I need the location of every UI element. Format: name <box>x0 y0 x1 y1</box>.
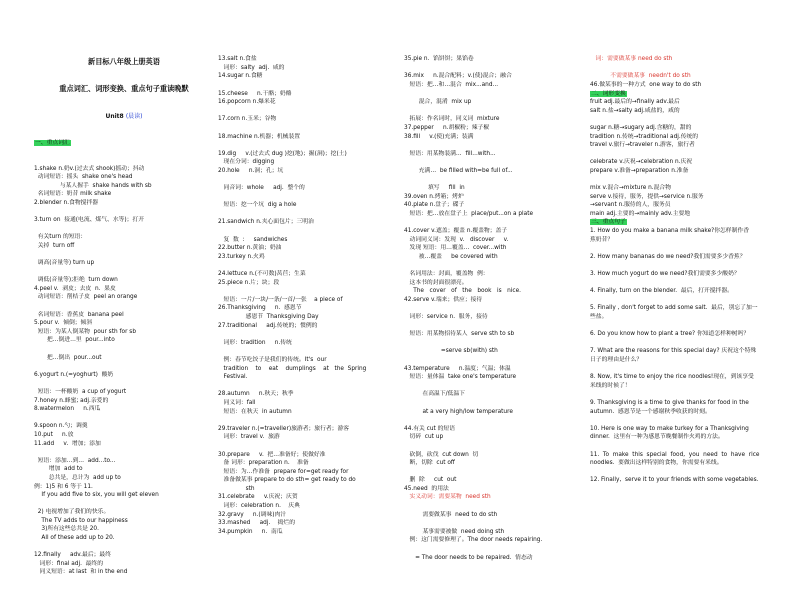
text-line <box>404 90 584 99</box>
text-line: 8.watermelon n.西瓜 <box>34 406 101 413</box>
text-line: 24.lettuce n.(不可数)莴苣；生菜 <box>218 271 306 278</box>
text-line <box>590 442 775 451</box>
text-line: 同义词：fall <box>218 399 256 406</box>
text-line: dinner. 这里有一种为感恩节晚餐制作火鸡的方法。 <box>590 434 724 441</box>
text-line: 调高(音量等) turn up <box>34 260 95 267</box>
text-line: sth <box>218 485 255 492</box>
column-4 <box>590 38 775 558</box>
text-line: 些盐。 <box>590 314 608 320</box>
text-line: 5.pour v. 倾倒；倾斜 <box>34 320 93 327</box>
text-line <box>218 416 398 425</box>
text-line: 例：这门需要修理了。The door needs repairing. <box>404 537 543 544</box>
text-line: 37.pepper n.胡椒粉；辣子椒 <box>404 124 490 131</box>
text-line: mix v.混合→mixture n.混合物 <box>590 185 672 192</box>
text-line: 14.sugar n.食糖 <box>218 73 263 80</box>
text-line: 填写 fill in <box>404 185 465 192</box>
text-line: If you add five to six, you will get eleven <box>34 492 159 499</box>
text-line: 同义短语：at last 和 in the end <box>34 569 128 576</box>
text-line: 词形：travel v. 旅游 <box>218 434 280 441</box>
text-line: 把…倒出 pour...out <box>34 354 102 361</box>
text-line <box>218 287 398 296</box>
text-line: 动词短语：削桔子皮 peel an orange <box>34 294 138 301</box>
text-line: 关掉 turn off <box>34 242 75 249</box>
text-line: 2. How many bananas do we need?我们需要多少香蕉？ <box>590 253 746 260</box>
text-line: 增加 add to <box>34 466 83 473</box>
text-line <box>34 500 214 509</box>
text-line: 30.prepare v. 把…准备好；使做好准 <box>218 451 326 458</box>
text-line: 短语：把…和…混合 mix...and... <box>404 81 499 88</box>
text-line: 有关turn 的短语： <box>34 234 87 241</box>
text-line: 29.traveler n.(=traveller)旅游者；旅行者；游客 <box>218 425 350 432</box>
unit-label: Unit8 <box>105 112 124 120</box>
text-line: main adj.主要的→mainly adv.主要地 <box>590 210 691 217</box>
text-line <box>404 158 584 167</box>
text-line <box>590 390 775 399</box>
text-line: 34.pumpkin n. 南瓜 <box>218 528 283 535</box>
text-line: 备 词形：preparation n. 准备 <box>218 460 309 467</box>
text-line <box>404 64 584 73</box>
text-line: 3. How much yogurt do we need?我们需要多少酸奶？ <box>590 271 740 278</box>
text-line: 切碎 cut up <box>404 434 444 441</box>
text-line: 短语：在秋天 in autumn <box>218 408 292 415</box>
text-line: 8. Now, it's time to enjoy the rice noodles!现在，到该享受 <box>590 374 754 381</box>
text-line <box>590 261 775 270</box>
text-line: 短语：为…作准备 prepare for=get ready for <box>218 468 349 475</box>
col1-lines <box>34 165 214 578</box>
text-line: 21.sandwich n.夹心面包片；三明治 <box>218 219 314 226</box>
text-line: 砍倒，砍伐 cut down 切 <box>404 451 479 458</box>
text-line <box>590 64 775 73</box>
text-line: 短语：用某物装满… fill...with... <box>404 150 496 157</box>
text-line <box>218 227 398 236</box>
text-line: 短语：一杯酸奶 a cup of yogurt <box>34 388 127 395</box>
unit-heading <box>34 112 214 122</box>
text-line: 3)所有这些总共是 20. <box>34 526 99 533</box>
text-line: fruit adj.最后的→finally adv.最后 <box>590 99 680 106</box>
text-line: 4. Finally, turn on the blender. 最后，打开搅拌器。 <box>590 288 733 295</box>
text-line: 26.Thanksgiving n. 感恩节 <box>218 305 302 312</box>
text-line <box>404 218 584 227</box>
text-line: 10. Here is one way to make turkey for a Thanksgiving <box>590 425 749 432</box>
col2-lines <box>218 55 398 536</box>
text-line <box>404 502 584 511</box>
text-line <box>590 176 775 185</box>
text-line: = The door needs to be repaired. 情态动 <box>404 554 533 561</box>
text-line: sugar n.糖→sugary adj.含糖的，甜的 <box>590 124 692 131</box>
text-line: 38.fill v.(使)充满；装满 <box>404 133 474 140</box>
text-line: 调低(音量等);拒绝 turn down <box>34 277 118 284</box>
text-line <box>590 90 775 99</box>
text-line: 名词用法：封面，覆盖物 例： <box>404 271 489 278</box>
text-line <box>404 442 584 451</box>
text-line <box>218 210 398 219</box>
text-line <box>34 379 214 388</box>
text-line <box>590 218 775 227</box>
text-line: 短语：用某物招待某人 serve sth to sb <box>404 331 515 338</box>
text-line: 短语：添加…到… add...to... <box>34 457 116 464</box>
text-line <box>218 193 398 202</box>
text-line <box>218 442 398 451</box>
text-line: 短语：把…放在盘子上 place/put...on a plate <box>404 210 534 217</box>
text-line: autumn. 感恩节是一个感谢秋季收获的时刻。 <box>590 408 711 415</box>
text-line: 1. How do you make a banana milk shake?你怎样制作香 <box>590 228 749 235</box>
text-line <box>404 107 584 116</box>
text-line: 43.temperature n.温度；气温；体温 <box>404 365 511 372</box>
text-line: 日子的理由是什么？ <box>590 356 643 363</box>
text-line <box>590 279 775 288</box>
text-line: 25.piece n.片；块；段 <box>218 279 280 286</box>
text-line <box>218 81 398 90</box>
text-line: 某事需要被做 need doing sth <box>404 528 505 535</box>
text-line: 13.salt n.食盐 <box>218 56 257 63</box>
text-line: 4.peel v. 剥皮；去皮 n. 果皮 <box>34 285 116 292</box>
text-line: 32.gravy n.(调味)肉汁 <box>218 511 287 518</box>
text-line: 感恩节 Thanksgiving Day <box>218 314 319 320</box>
text-line: 41.cover v.遮盖；覆盖 n.覆盖物；盖子 <box>404 228 508 235</box>
doc-title: 新目标八年级上册英语 <box>88 57 160 67</box>
text-line: 词形：final adj. 最终的 <box>34 560 104 567</box>
text-line: 12. Finally, serve it to your friends with some vegetables. <box>590 477 759 484</box>
text-line: The TV adds to our happiness <box>34 517 128 524</box>
text-line: 40.plate n.盘子；碟子 <box>404 202 465 209</box>
text-line <box>218 347 398 356</box>
text-line <box>34 268 214 277</box>
text-line: 31.celebrate v.庆祝；庆贺 <box>218 494 298 501</box>
text-line: 混合，混淆 mix up <box>404 99 472 106</box>
text-line: 6.yogurt n.(=yoghurt) 酸奶 <box>34 371 114 378</box>
text-line <box>404 382 584 391</box>
text-line: 27.traditional adj.传统的；惯例的 <box>218 322 318 329</box>
text-line <box>404 519 584 528</box>
text-line: 11.add v. 增加；添加 <box>34 440 101 447</box>
text-line <box>404 468 584 477</box>
text-line: 词形：service n. 服务，接待 <box>404 314 488 320</box>
text-line: 9. Thanksgiving is a time to give thanks for food in the <box>590 399 749 406</box>
text-line: 17.corn n.玉米；谷物 <box>218 116 277 123</box>
text-line <box>590 416 775 425</box>
text-line: 9.spoon n.勺；调羹 <box>34 423 88 430</box>
text-line <box>590 339 775 348</box>
text-line: 12.finally adv.最后；最终 <box>34 552 112 559</box>
text-line: 短语：一片/一块/一条/一首/一张 a piece of <box>218 296 343 303</box>
text-line: 发现 短语：用…覆盖… cover...with <box>404 245 507 252</box>
text-line: 词形：celebration n. 庆典 <box>218 503 300 510</box>
text-line <box>404 545 584 554</box>
unit-tag: (晨读) <box>125 112 143 120</box>
text-line: 20.hole n.洞；孔；坑 <box>218 167 284 174</box>
text-line: tradition to eat dumplings at the Spring <box>218 365 367 372</box>
text-line: =serve sb(with) sth <box>404 348 498 355</box>
text-line: 这本书的封面很漂亮。 <box>404 279 468 286</box>
text-line: noodles. 要做出这样特别的食物，你需要有米线。 <box>590 460 723 467</box>
text-line: 42.serve v.端来；供应；接待 <box>404 296 483 303</box>
text-line: 5. Finally , don't forget to add some salt. 最后，别忘了加一 <box>590 305 758 312</box>
text-line <box>218 382 398 391</box>
text-line: 名词短语：奶昔 milk shake <box>34 191 112 198</box>
text-line: 3.turn on 接通(电流、煤气、水等)；打开 <box>34 217 145 224</box>
text-line: 7.honey n.蜂蜜; adj.亲爱的 <box>34 397 109 404</box>
text-line: 蕉奶昔？ <box>590 236 614 243</box>
text-line: tradition n.传统→traditional adj.传统的 <box>590 133 699 140</box>
text-line <box>218 124 398 133</box>
text-line <box>590 296 775 305</box>
text-line <box>218 107 398 116</box>
col4-lines <box>590 55 775 485</box>
text-line: 39.oven n.烤箱；烤炉 <box>404 193 464 200</box>
text-line: 动词短语：摇头 shake one's head <box>34 174 133 181</box>
text-line <box>34 302 214 311</box>
text-line: 10.put n.放 <box>34 431 74 438</box>
text-line: 名词短语：香蕉皮 banana peel <box>34 311 124 318</box>
text-line <box>590 150 775 159</box>
text-line: 删 除 cut out <box>404 477 457 484</box>
text-line <box>218 261 398 270</box>
text-line: 同音词：whole adj. 整个的 <box>218 185 305 192</box>
text-line <box>590 115 775 124</box>
text-line: at a very high/low temperature <box>404 408 513 415</box>
text-line <box>34 208 214 217</box>
text-line: 充满… be filled with=be full of... <box>404 167 513 174</box>
text-line: 28.autumn n.秋天；秋季 <box>218 391 294 398</box>
text-line: 总共是，总计为 add up to <box>34 474 121 481</box>
text-line: 现在分词：digging <box>218 159 275 166</box>
text-line <box>34 250 214 259</box>
text-line <box>404 322 584 331</box>
text-line: Festival. <box>218 374 248 381</box>
text-line <box>590 322 775 331</box>
text-line <box>404 261 584 270</box>
text-line: 拓展：作名词时，同义词 mixture <box>404 116 500 123</box>
text-line: 词形：tradition n.传统 <box>218 339 292 346</box>
text-line: 22.butter n.黄油；奶油 <box>218 245 282 252</box>
text-line: 33.mashed adj. 捣烂的 <box>218 520 296 527</box>
text-line: The cover of the book is nice. <box>404 288 522 295</box>
text-line: 18.machine n.机器；机械装置 <box>218 133 301 140</box>
text-line <box>404 416 584 425</box>
text-line <box>404 339 584 348</box>
text-line: 44.有关 cut 的短语 <box>404 425 456 432</box>
text-line: 2) 电视增加了我们的快乐。 <box>34 509 110 516</box>
text-line: 米线的时候了！ <box>590 382 631 389</box>
text-line <box>404 176 584 185</box>
text-line: 35.pie n. 馅饼饼；果馅卷 <box>404 56 474 63</box>
text-line: 复 数 : sandwiches <box>218 236 288 243</box>
column-3 <box>404 38 584 561</box>
text-line: celebrate v.庆祝→celebration n.庆祝 <box>590 159 693 166</box>
text-line: 短语：量体温 take one's temperature <box>404 374 517 381</box>
text-line: 词形：salty adj. 咸的 <box>218 64 285 71</box>
section-heading-vocab: 一、重点词汇 <box>35 139 70 146</box>
text-line: 1.shake n.奶v.(过去式 shook)摇动；抖动 <box>34 165 145 172</box>
text-line <box>34 414 214 423</box>
text-line: salt n.盐→salty adj.咸盐的，咸的 <box>590 107 680 114</box>
column-2 <box>218 38 398 558</box>
column-1 <box>34 40 214 576</box>
text-line <box>34 362 214 371</box>
text-line: All of these add up to 20. <box>34 535 115 542</box>
text-line: 短语：挖一个坑 dig a hole <box>218 202 297 209</box>
text-line: 在高温下/低温下 <box>404 391 465 398</box>
text-line: 断，切除 cut off <box>404 460 455 467</box>
text-line <box>404 399 584 408</box>
text-line: 需要做某事 need to do sth <box>404 511 498 518</box>
text-line: 11. To make this special food, you need to have rice <box>590 451 760 458</box>
text-line <box>218 176 398 185</box>
text-line: 被…覆盖 be covered with <box>404 253 498 260</box>
text-line <box>404 304 584 313</box>
text-line: 不需要做某事 needn't do sth <box>590 73 691 80</box>
text-line: 6. Do you know how to plant a tree? 你知道怎样种树吗？ <box>590 331 750 338</box>
section-heading: 二、词形变换 <box>591 90 626 97</box>
text-line: 例：1)5 和 6 等于 11. <box>34 483 93 490</box>
text-line <box>34 225 214 234</box>
text-line <box>218 330 398 339</box>
text-line: →servant n.服侍的人，服务员 <box>590 202 671 209</box>
text-line: 16.popcorn n.爆米花 <box>218 99 276 106</box>
text-line: 36.mix n.混合配料；v.(使)混合；融合 <box>404 73 512 80</box>
text-line <box>34 448 214 457</box>
text-line: 7. What are the reasons for this special day? 庆祝这个特殊 <box>590 348 757 355</box>
col3-lines <box>404 55 584 562</box>
text-line: 45.need 的用法 <box>404 485 449 492</box>
text-line: 与某人握手 shake hands with sb <box>34 182 152 189</box>
text-line: 15.cheese n.干酪；奶酪 <box>218 90 292 97</box>
text-line: 23.turkey n.火鸡 <box>218 253 265 260</box>
text-line <box>590 365 775 374</box>
text-line: travel v.旅行→traveler n.游客，旅行者 <box>590 142 695 149</box>
text-line: serve v.接待，服务，提供→service n.服务 <box>590 193 704 200</box>
text-line: 19.dig v.(过去式 dug )挖(地)；掘(洞)；挖(土) <box>218 150 347 157</box>
text-line: 实义动词：需要某物 need sth <box>404 494 491 501</box>
text-line <box>34 543 214 552</box>
text-line: 动词同义词：发现 v. discover v. <box>404 236 509 243</box>
text-line <box>404 141 584 150</box>
text-line <box>590 244 775 253</box>
text-line: 短语：为某人倒某物 pour sth for sb <box>34 328 136 335</box>
text-line: 准备做某事 prepare to do sth= get ready to do <box>218 477 356 484</box>
text-line <box>218 141 398 150</box>
doc-subtitle: 重点词汇、词形变换、重点句子重读晚默 <box>59 84 189 94</box>
text-line: 46.做某事的一种方式 one way to do sth <box>590 81 702 88</box>
text-line: 2.blender n.食物搅拌器 <box>34 199 99 206</box>
text-line: 把…倒进…里 pour...into <box>34 337 115 344</box>
text-line: 例：春节吃饺子是我们的传统。It's our <box>218 356 327 363</box>
text-line: 词：需要做某事 need do sth <box>590 56 673 63</box>
text-line <box>590 468 775 477</box>
section-heading: 三、重点句子 <box>591 219 626 226</box>
text-line: prepare v.准备→preparation n.准备 <box>590 167 689 174</box>
text-line <box>34 345 214 354</box>
text-line <box>404 356 584 365</box>
